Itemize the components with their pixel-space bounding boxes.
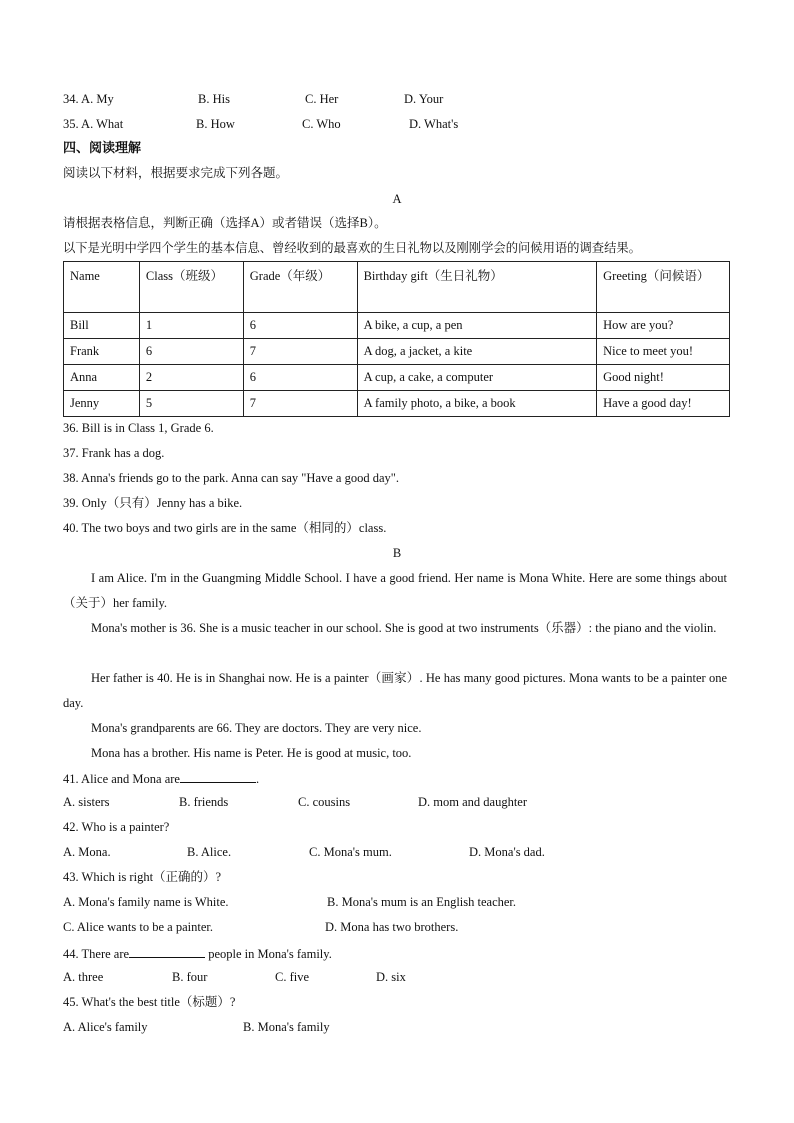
q41-stem-text: 41. Alice and Mona are <box>63 772 180 786</box>
header-greeting: Greeting（问候语） <box>597 262 730 313</box>
statement-36: 36. Bill is in Class 1, Grade 6. <box>63 421 214 435</box>
passage-b-paragraph: Her father is 40. He is in Shanghai now. He is a painter（画家）. He has many good pictures. Mona wants to be a painter one day. <box>63 671 727 710</box>
q44-option-b: B. four <box>172 970 208 984</box>
q41-stem <box>63 771 259 786</box>
answer-blank[interactable] <box>129 946 205 958</box>
q34-option-b: B. His <box>198 92 230 106</box>
table-header-row <box>64 262 730 313</box>
q41-option-a: A. sisters <box>63 795 110 809</box>
q43-option-a: A. Mona's family name is White. <box>63 895 229 909</box>
cell-greeting: Nice to meet you! <box>597 339 730 365</box>
q41-option-c: C. cousins <box>298 795 351 809</box>
q41-option-d: D. mom and daughter <box>418 795 528 809</box>
q35-option-a: 35. A. What <box>63 117 124 131</box>
cell-name: Jenny <box>64 391 140 417</box>
cell-gift: A cup, a cake, a computer <box>357 365 597 391</box>
cell-class: 1 <box>139 313 243 339</box>
statement-37: 37. Frank has a dog. <box>63 446 165 460</box>
cell-class: 5 <box>139 391 243 417</box>
cell-greeting: Good night! <box>597 365 730 391</box>
q41-stem-end: . <box>255 772 260 786</box>
statement-40: 40. The two boys and two girls are in the same（相同的）class. <box>63 521 387 535</box>
q35-option-c: C. Who <box>302 117 341 131</box>
passage-b-paragraph: Mona's mother is 36. She is a music teacher in our school. She is good at two instruments（乐器）: the piano and the violin. <box>91 621 717 635</box>
cell-class: 2 <box>139 365 243 391</box>
q34-option-a: 34. A. My <box>63 92 114 106</box>
table-row <box>64 365 730 391</box>
passage-a-intro: 以下是光明中学四个学生的基本信息、曾经收到的最喜欢的生日礼物以及刚刚学会的问候用语的调查结果。 <box>63 241 641 255</box>
q35-option-b: B. How <box>196 117 235 131</box>
q43-option-d: D. Mona has two brothers. <box>325 920 459 934</box>
passage-b-label: B <box>392 546 402 560</box>
q34-option-d: D. Your <box>404 92 444 106</box>
section-instruction: 阅读以下材料，根据要求完成下列各题。 <box>63 166 289 180</box>
table-row <box>64 313 730 339</box>
cell-name: Anna <box>64 365 140 391</box>
q43-option-c: C. Alice wants to be a painter. <box>63 920 213 934</box>
q42-option-c: C. Mona's mum. <box>309 845 392 859</box>
header-grade: Grade（年级） <box>243 262 357 313</box>
q42-stem: 42. Who is a painter? <box>63 820 170 834</box>
q41-option-b: B. friends <box>179 795 229 809</box>
cell-gift: A bike, a cup, a pen <box>357 313 597 339</box>
cell-name: Frank <box>64 339 140 365</box>
q44-stem <box>63 946 332 961</box>
cell-gift: A dog, a jacket, a kite <box>357 339 597 365</box>
q35-option-d: D. What's <box>409 117 459 131</box>
cell-grade: 6 <box>243 365 357 391</box>
q43-stem: 43. Which is right（正确的）? <box>63 870 222 884</box>
statement-39: 39. Only（只有）Jenny has a bike. <box>63 496 243 510</box>
cell-class: 6 <box>139 339 243 365</box>
passage-b-paragraph: I am Alice. I'm in the Guangming Middle School. I have a good friend. Her name is Mona White. Here are some things about（关于）her family. <box>63 571 727 610</box>
table-row <box>64 339 730 365</box>
cell-gift: A family photo, a bike, a book <box>357 391 597 417</box>
table-row <box>64 391 730 417</box>
cell-grade: 6 <box>243 313 357 339</box>
cell-greeting: How are you? <box>597 313 730 339</box>
q43-option-b: B. Mona's mum is an English teacher. <box>327 895 517 909</box>
cell-name: Bill <box>64 313 140 339</box>
q45-stem: 45. What's the best title（标题）? <box>63 995 236 1009</box>
q42-option-b: B. Alice. <box>187 845 232 859</box>
q45-option-a: A. Alice's family <box>63 1020 148 1034</box>
passage-a-label: A <box>392 192 402 206</box>
q42-option-d: D. Mona's dad. <box>469 845 545 859</box>
q44-option-d: D. six <box>376 970 406 984</box>
cell-grade: 7 <box>243 391 357 417</box>
passage-b-paragraph: Mona's grandparents are 66. They are doctors. They are very nice. <box>91 721 422 735</box>
header-name: Name <box>64 262 140 313</box>
header-class: Class（班级） <box>139 262 243 313</box>
q44-stem-text: 44. There are <box>63 947 130 961</box>
passage-a-instruction: 请根据表格信息，判断正确（选择A）或者错误（选择B）。 <box>63 216 387 230</box>
q44-option-c: C. five <box>275 970 310 984</box>
q34-option-c: C. Her <box>305 92 339 106</box>
section-heading: 四、阅读理解 <box>63 141 142 156</box>
q44-stem-end: people in Mona's family. <box>205 947 332 961</box>
cell-greeting: Have a good day! <box>597 391 730 417</box>
q42-option-a: A. Mona. <box>63 845 111 859</box>
answer-blank[interactable] <box>180 771 256 783</box>
header-birthday-gift: Birthday gift（生日礼物） <box>357 262 597 313</box>
q45-option-b: B. Mona's family <box>243 1020 330 1034</box>
student-info-table <box>63 261 730 417</box>
cell-grade: 7 <box>243 339 357 365</box>
q44-option-a: A. three <box>63 970 104 984</box>
passage-b-paragraph: Mona has a brother. His name is Peter. He is good at music, too. <box>91 746 412 760</box>
statement-38: 38. Anna's friends go to the park. Anna can say "Have a good day". <box>63 471 399 485</box>
